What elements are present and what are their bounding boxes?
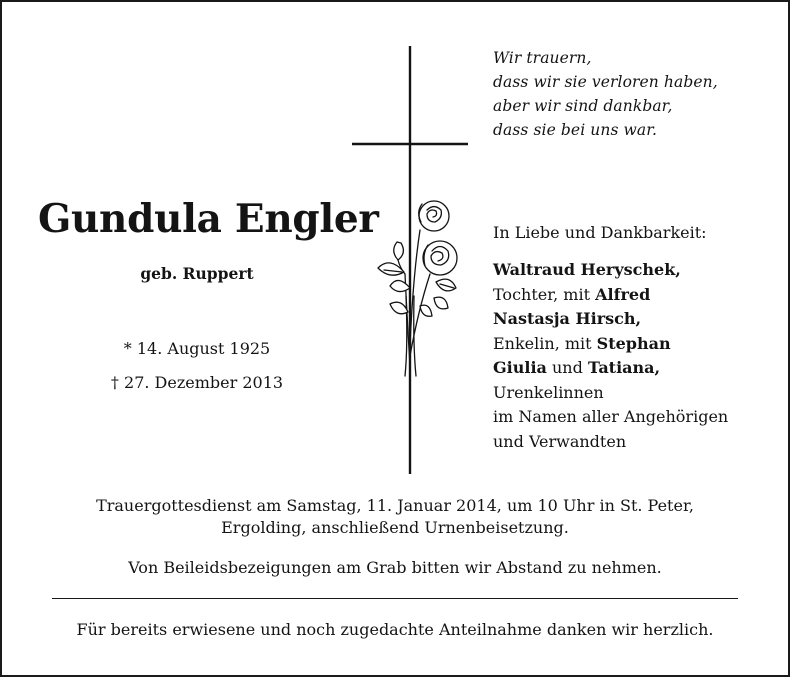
service-line: Trauergottesdienst am Samstag, 11. Januar 2014, um 10 Uhr in St. Peter, [96,496,694,515]
mourner-name: Giulia [493,358,547,377]
poem [493,46,718,142]
cross-icon [350,46,470,474]
mourner-name: Tatiana, [587,358,661,377]
service-line: Ergolding, anschließend Urnenbeisetzung. [221,518,569,537]
poem-line: aber wir sind dankbar, [493,97,673,115]
mourner-conjunction: und [546,358,588,377]
mourner-name: Nastasja Hirsch, [493,309,642,328]
mourner-name: Alfred [595,284,651,304]
mourner-line [493,356,728,381]
mourner-relation: und Verwandten [493,431,627,451]
roses-icon [378,201,457,376]
divider [52,598,738,599]
funeral-service-info [2,495,788,539]
deceased-name: Gundula Engler [38,196,379,242]
closing-thanks: Für bereits erwiesene und noch zugedachte Anteilnahme danken wir herzlich. [76,620,714,639]
mourner-name: Waltraud Heryschek, [493,260,681,279]
mourner-relation: Urenkelinnen [493,382,604,402]
death-date: † 27. Dezember 2013 [110,373,284,392]
condolences-note: Von Beileidsbezeigungen am Grab bitten wir Abstand zu nehmen. [128,558,662,577]
poem-line: dass sie bei uns war. [493,121,658,139]
mourner-line [493,258,728,283]
mourners-list [493,258,728,454]
poem-line: dass wir sie verloren haben, [493,73,718,91]
mourner-relation: Enkelin, mit [493,333,597,353]
poem-line: Wir trauern, [493,49,592,67]
maiden-name: geb. Ruppert [140,264,254,283]
mourner-name: Stephan [596,333,671,353]
mourners-intro: In Liebe und Dankbarkeit: [493,223,707,242]
mourner-line [493,332,728,357]
mourner-line [493,307,728,332]
birth-date: * 14. August 1925 [123,339,271,358]
mourner-line [493,283,728,308]
mourner-relation: Tochter, mit [493,284,596,304]
mourner-relation: im Namen aller Angehörigen [493,407,729,426]
